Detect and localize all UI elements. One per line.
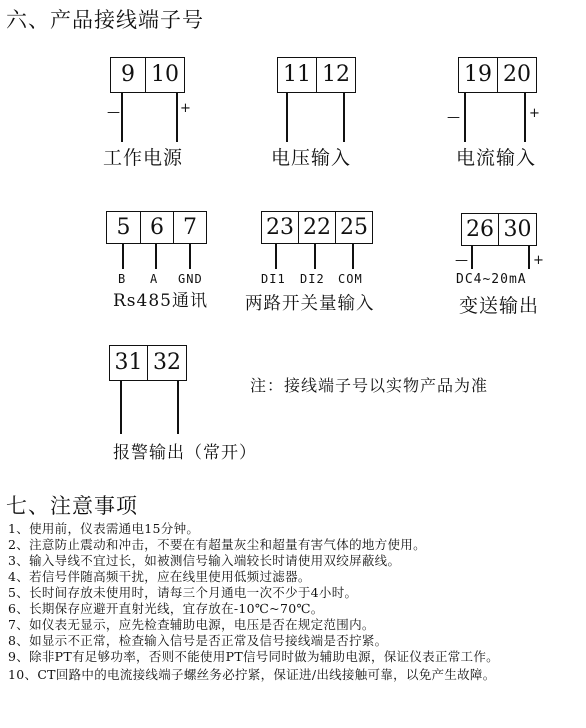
wire-9 [121,92,123,142]
terminal-25: 25 [340,214,368,240]
wire-7 [189,243,191,269]
item-number: 2、 [8,537,30,552]
terminal-31: 31 [110,346,148,380]
item-text: 若信号伴随高频干扰，应在线里使用低频过滤器。 [29,569,311,584]
item-number: 3、 [8,553,30,568]
section-7-title: 七、注意事项 [6,494,138,518]
terminal-26: 26 [462,214,499,245]
terminal-12: 12 [322,62,350,87]
terminal-19: 19 [459,58,498,92]
item-number: 5、 [8,585,30,600]
list-item [8,667,584,683]
terminal-30: 30 [503,216,532,242]
terminal-9: 9 [111,58,146,92]
item-number: 10、 [8,667,38,682]
plus-sign: + [529,106,540,121]
item-text: 长时间存放未使用时，请每三个月通电一次不少于4小时。 [29,585,358,600]
wire-20 [524,92,526,142]
minus-sign: — [447,110,460,125]
signal-com: COM [338,272,363,286]
wire-30 [528,245,530,269]
item-text: 长期保存应避开直射光线，宜存放在-10℃~70℃。 [29,601,324,616]
terminal-6: 6 [141,212,174,243]
terminal-23: 23 [262,212,299,243]
wire-32 [177,380,179,434]
wire-10 [176,92,178,142]
list-item [8,617,584,633]
wire-19 [464,92,466,142]
terminal-10: 10 [151,62,179,87]
terminal-7: 7 [183,214,197,240]
voltage-terminal-block [277,57,356,93]
signal-a: A [150,272,159,286]
wire-22 [314,243,316,269]
wire-6 [155,243,157,269]
wire-12 [343,92,345,142]
switch-label: 两路开关量输入 [245,294,375,314]
list-item [8,537,584,553]
minus-sign: — [455,253,468,268]
list-item [8,569,584,585]
list-item [8,553,584,569]
terminal-22: 22 [299,212,336,243]
wire-31 [120,380,122,434]
alarm-terminal-block [109,345,187,381]
power-terminal-block [110,57,185,93]
voltage-label: 电压输入 [271,147,352,169]
signal-dc4-20ma: DC4~20mA [456,272,527,287]
terminal-5: 5 [107,212,141,243]
item-number: 7、 [8,617,30,632]
current-terminal-block [458,57,537,93]
list-item [8,633,584,649]
plus-sign: + [180,101,191,116]
item-number: 8、 [8,633,30,648]
item-text: CT回路中的电流接线端子螺丝务必拧紧，保证进/出线接触可靠，以免产生故障。 [37,667,496,682]
section-6-title: 六、产品接线端子号 [6,8,204,32]
power-label: 工作电源 [103,147,184,169]
transmit-label: 变送输出 [459,295,540,317]
current-label: 电流输入 [456,147,537,169]
rs485-label: Rs485通讯 [113,291,208,311]
list-item [8,585,584,601]
transmit-terminal-block [461,213,537,246]
terminal-32: 32 [153,350,181,375]
minus-sign: — [107,105,120,120]
item-number: 9、 [8,649,30,664]
item-text: 注意防止震动和冲击，不要在有超量灰尘和超量有害气体的地方使用。 [29,537,426,552]
item-number: 4、 [8,569,30,584]
terminal-note: 注：接线端子号以实物产品为准 [250,376,489,395]
list-item [8,521,584,537]
list-item [8,601,584,617]
rs485-terminal-block [106,211,207,244]
item-text: 如显示不正常，检查输入信号是否正常及信号接线端是否拧紧。 [29,633,388,648]
switch-terminal-block [261,211,373,244]
signal-di1: DI1 [261,272,286,286]
wire-11 [286,92,288,142]
signal-b: B [118,272,127,286]
item-text: 除非PT有足够功率，否则不能使用PT信号同时做为辅助电源，保证仪表正常工作。 [29,649,499,664]
item-text: 如仪表无显示，应先检查辅助电源，电压是否在规定范围内。 [29,617,375,632]
terminal-20: 20 [503,62,531,87]
item-number: 1、 [8,521,30,536]
wire-26 [471,245,473,269]
item-text: 输入导线不宜过长，如被测信号输入端较长时请使用双绞屏蔽线。 [29,553,401,568]
terminal-11: 11 [278,58,317,92]
item-number: 6、 [8,601,30,616]
alarm-label: 报警输出（常开） [113,443,257,463]
list-item [8,649,584,665]
item-text: 使用前，仪表需通电15分钟。 [29,521,200,536]
signal-di2: DI2 [300,272,325,286]
plus-sign: + [533,253,544,268]
wire-5 [122,243,124,269]
wire-23 [275,243,277,269]
wire-25 [352,243,354,269]
precautions-list [8,521,584,683]
signal-gnd: GND [178,272,203,286]
